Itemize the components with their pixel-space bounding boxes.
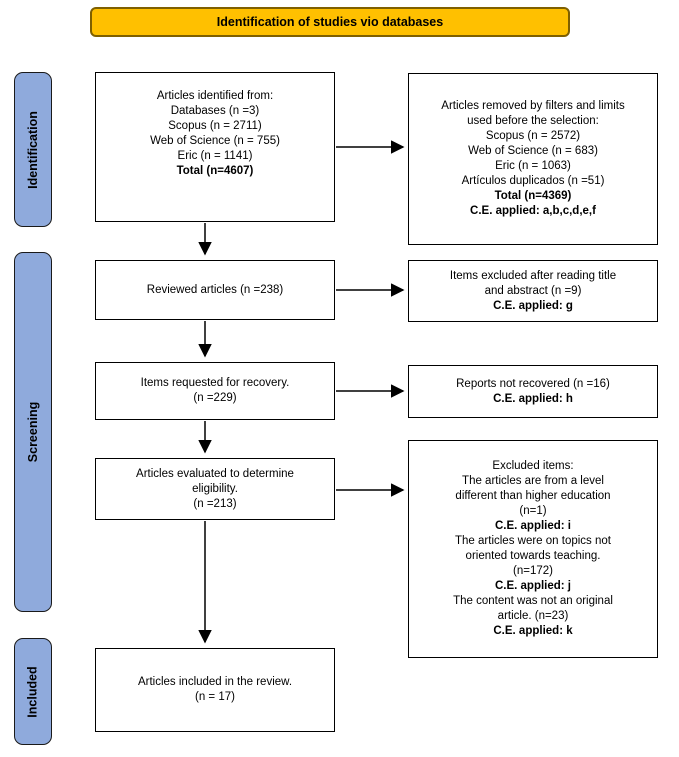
box-text-line: (n=1) bbox=[519, 505, 547, 517]
phase-tab-screening-label: Screening bbox=[26, 401, 40, 463]
box-reports-not-recovered bbox=[408, 365, 658, 418]
phase-tab-included-label: Included bbox=[26, 665, 40, 718]
box-text-line: C.E. applied: i bbox=[494, 520, 572, 532]
diagram-title: Identification of studies vio databases bbox=[216, 15, 444, 29]
phase-tab-identification-label: Identification bbox=[26, 110, 40, 189]
phase-tab-included bbox=[14, 638, 52, 745]
box-text-line: C.E. applied: a,b,c,d,e,f bbox=[470, 205, 596, 217]
box-items-excluded-title-abstract bbox=[408, 260, 658, 322]
box-text-line: Total (n=4369) bbox=[494, 190, 572, 202]
box-articles-identified bbox=[95, 72, 335, 222]
box-text-line: (n =213) bbox=[193, 497, 237, 510]
box-text-line: The content was not an original bbox=[453, 595, 613, 607]
box-articles-removed bbox=[408, 73, 658, 245]
box-text-line: Eric (n = 1063) bbox=[495, 160, 571, 172]
box-text-line: Artículos duplicados (n =51) bbox=[461, 175, 605, 187]
box-text-line: (n=172) bbox=[513, 565, 553, 577]
box-text-line: oriented towards teaching. bbox=[465, 550, 601, 562]
phase-tab-identification bbox=[14, 72, 52, 227]
box-text-line: Total (n=4607) bbox=[176, 165, 254, 177]
diagram-title-banner bbox=[90, 7, 570, 37]
box-text-line: Articles evaluated to determine bbox=[136, 467, 294, 480]
box-text-line: C.E. applied: k bbox=[493, 625, 573, 637]
box-text-line: Items requested for recovery. bbox=[140, 377, 290, 389]
box-text-line: Scopus (n = 2711) bbox=[168, 120, 262, 132]
box-text-line: Eric (n = 1141) bbox=[177, 150, 253, 162]
box-text-line: (n = 17) bbox=[195, 691, 235, 703]
box-text-line: Reviewed articles (n =238) bbox=[146, 283, 284, 296]
box-text-line: The articles were on topics not bbox=[455, 535, 611, 547]
box-text-line: Databases (n =3) bbox=[170, 105, 260, 117]
box-text-line: Articles identified from: bbox=[156, 90, 274, 102]
box-text-line: different than higher education bbox=[455, 490, 611, 502]
box-text-line: eligibility. bbox=[192, 482, 238, 495]
box-text-line: C.E. applied: g bbox=[493, 299, 573, 312]
box-articles-evaluated bbox=[95, 458, 335, 520]
box-text-line: Articles included in the review. bbox=[137, 676, 293, 688]
box-text-line: Reports not recovered (n =16) bbox=[456, 377, 610, 390]
box-text-line: Web of Science (n = 755) bbox=[150, 135, 280, 147]
box-text-line: C.E. applied: h bbox=[493, 392, 573, 405]
box-text-line: Excluded items: bbox=[492, 460, 574, 472]
box-reviewed-articles bbox=[95, 260, 335, 320]
box-text-line: C.E. applied: j bbox=[494, 580, 572, 592]
box-text-line: and abstract (n =9) bbox=[484, 284, 582, 297]
box-text-line: Scopus (n = 2572) bbox=[485, 130, 581, 142]
box-text-line: Articles removed by filters and limits bbox=[441, 100, 625, 112]
box-text-line: article. (n=23) bbox=[497, 610, 569, 622]
box-text-line: (n =229) bbox=[193, 392, 237, 404]
box-text-line: Web of Science (n = 683) bbox=[468, 145, 598, 157]
box-items-requested bbox=[95, 362, 335, 420]
box-excluded-items bbox=[408, 440, 658, 658]
box-text-line: Items excluded after reading title bbox=[449, 269, 617, 282]
box-text-line: used before the selection: bbox=[467, 115, 599, 127]
box-articles-included bbox=[95, 648, 335, 732]
phase-tab-screening bbox=[14, 252, 52, 612]
box-text-line: The articles are from a level bbox=[462, 475, 604, 487]
